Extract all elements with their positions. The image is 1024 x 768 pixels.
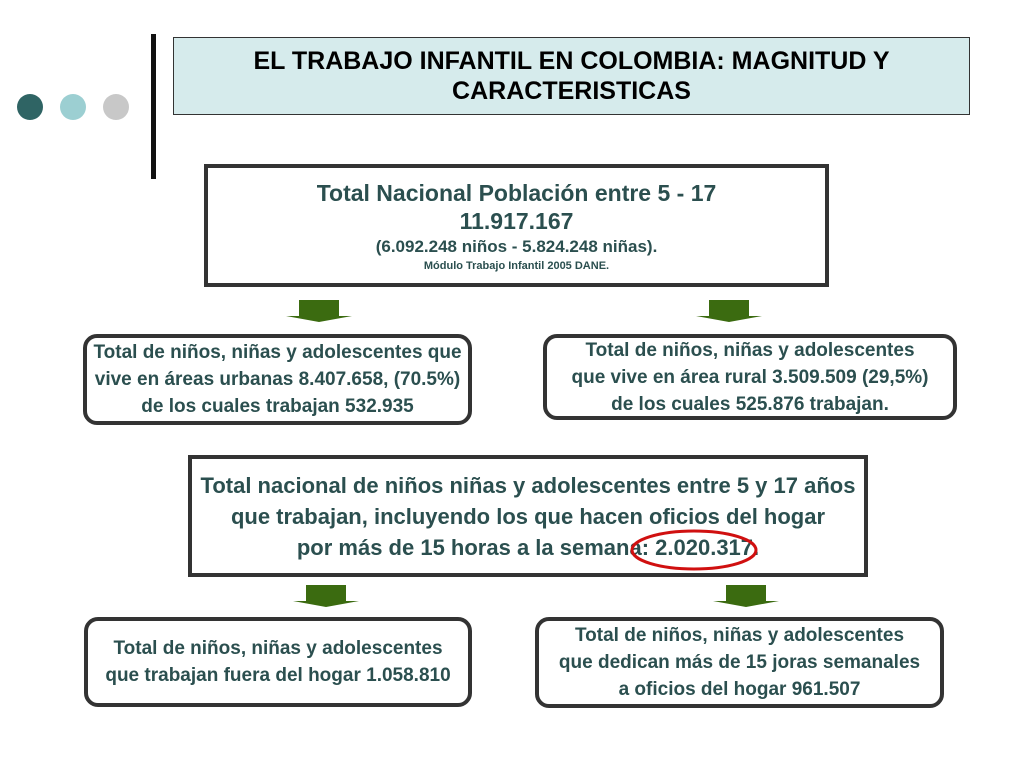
home-line-3: a oficios del hogar 961.507 (618, 679, 861, 700)
down-arrow-icon (286, 300, 352, 324)
urban-line-1: Total de niños, niñas y adolescentes que (93, 342, 462, 363)
decor-dot-gray (103, 94, 129, 120)
total-label: Total Nacional Población entre 5 - 17 (316, 179, 717, 206)
home-line-2: que dedican más de 15 joras semanales (558, 652, 921, 673)
slide-title (173, 37, 970, 115)
outside-line-2: que trabajan fuera del hogar 1.058.810 (105, 665, 451, 686)
working-line-3-label: por más de 15 horas a la semana: (296, 534, 650, 560)
working-line-1: Total nacional de niños niñas y adolescentes entre 5 y 17 años (200, 472, 856, 498)
title-line-1: EL TRABAJO INFANTIL EN COLOMBIA: MAGNITUD Y (253, 47, 890, 75)
highlight-circle (628, 527, 760, 573)
title-line-2: CARACTERISTICAS (452, 77, 691, 105)
home-chores-box (535, 617, 944, 708)
urban-line-2: vive en áreas urbanas 8.407.658, (70.5%) (94, 369, 461, 390)
decor-vertical-bar (151, 34, 156, 179)
working-line-2: que trabajan, incluyendo los que hacen oficios del hogar (230, 503, 826, 529)
total-population-box (204, 164, 829, 287)
working-total-value: 2.020.317. (655, 534, 760, 560)
down-arrow-icon (293, 585, 359, 609)
urban-line-3: de los cuales trabajan 532.935 (141, 396, 414, 417)
rural-line-3: de los cuales 525.876 trabajan. (611, 393, 889, 415)
outside-home-box (84, 617, 472, 707)
rural-population-box (543, 334, 957, 420)
working-children-box (188, 455, 868, 577)
rural-line-1: Total de niños, niñas y adolescentes (585, 339, 915, 361)
down-arrow-icon (696, 300, 762, 324)
total-value: 11.917.167 (459, 207, 574, 234)
home-line-1: Total de niños, niñas y adolescentes (574, 625, 905, 646)
outside-line-1: Total de niños, niñas y adolescentes (113, 638, 443, 659)
total-source: Módulo Trabajo Infantil 2005 DANE. (423, 259, 610, 272)
decor-dot-dark (17, 94, 43, 120)
rural-line-2: que vive en área rural 3.509.509 (29,5%) (571, 366, 929, 388)
total-breakdown: (6.092.248 niños - 5.824.248 niñas). (375, 236, 658, 256)
urban-population-box (83, 334, 472, 425)
decor-dot-light (60, 94, 86, 120)
down-arrow-icon (713, 585, 779, 609)
